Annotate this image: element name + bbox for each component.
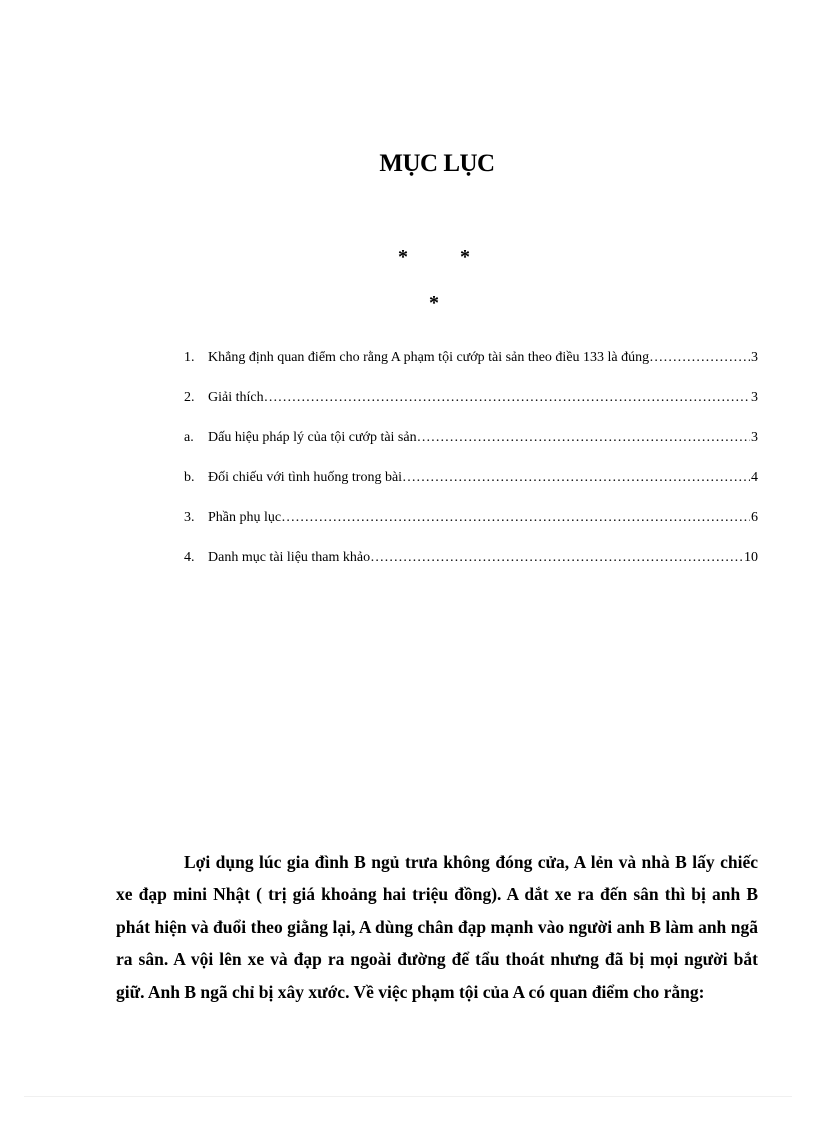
toc-leader-dots	[649, 350, 750, 366]
page-title: MỤC LỤC	[379, 150, 495, 177]
toc-leader-dots	[402, 470, 750, 486]
toc-item-number: a.	[184, 430, 194, 445]
body-paragraph: Lợi dụng lúc gia đình B ngủ trưa không đóng cửa, A lẻn và nhà B lấy chiếc xe đạp mini Nhật ( trị giá khoảng hai triệu đồng). A dắt xe ra đến sân thì bị anh B phát hiện và đuổi theo giằng lại, A dùng chân đạp mạnh vào người anh B làm anh ngã ra sân. A vội lên xe và đạp ra ngoài đường để tẩu thoát nhưng đã bị mọi người bắt giữ. Anh B ngã chỉ bị xây xước. Về việc phạm tội của A có quan điểm cho rằng:	[116, 851, 758, 1002]
toc-leader-dots	[370, 550, 743, 566]
toc-item[interactable]	[184, 390, 758, 430]
toc-item-page: 4	[751, 470, 758, 485]
table-of-contents	[184, 350, 758, 590]
star-bottom: *	[429, 292, 439, 314]
star-right: *	[460, 246, 470, 268]
toc-item-page: 3	[751, 430, 758, 445]
toc-item-text: Đối chiếu với tình huống trong bài	[208, 470, 403, 485]
toc-item-number: 1.	[184, 350, 195, 365]
toc-item-text: Phần phụ lục	[208, 510, 282, 525]
toc-item-page: 6	[751, 510, 758, 525]
toc-leader-dots	[417, 430, 750, 446]
toc-item[interactable]	[184, 430, 758, 470]
toc-item-page: 3	[751, 350, 758, 365]
toc-item-number: b.	[184, 470, 195, 485]
toc-leader-dots	[264, 390, 750, 406]
toc-item-page: 3	[751, 390, 758, 405]
toc-item-text: Giải thích	[208, 390, 264, 405]
toc-item-page: 10	[744, 550, 758, 565]
toc-leader-dots	[281, 510, 750, 526]
page-bottom-divider	[24, 1096, 792, 1097]
star-left: *	[398, 246, 408, 268]
toc-item-number: 4.	[184, 550, 195, 565]
toc-item-text: Danh mục tài liệu tham khảo	[208, 550, 371, 565]
toc-item-text: Khẳng định quan điểm cho rằng A phạm tội cướp tài sản theo điều 133 là đúng	[208, 350, 650, 365]
decorative-stars-row	[398, 246, 488, 270]
toc-item[interactable]	[184, 350, 758, 390]
toc-item-number: 2.	[184, 390, 195, 405]
toc-item[interactable]	[184, 470, 758, 510]
toc-item[interactable]	[184, 510, 758, 550]
toc-item-text: Dấu hiệu pháp lý của tội cướp tài sản	[208, 430, 417, 445]
toc-item[interactable]	[184, 550, 758, 590]
toc-item-number: 3.	[184, 510, 195, 525]
